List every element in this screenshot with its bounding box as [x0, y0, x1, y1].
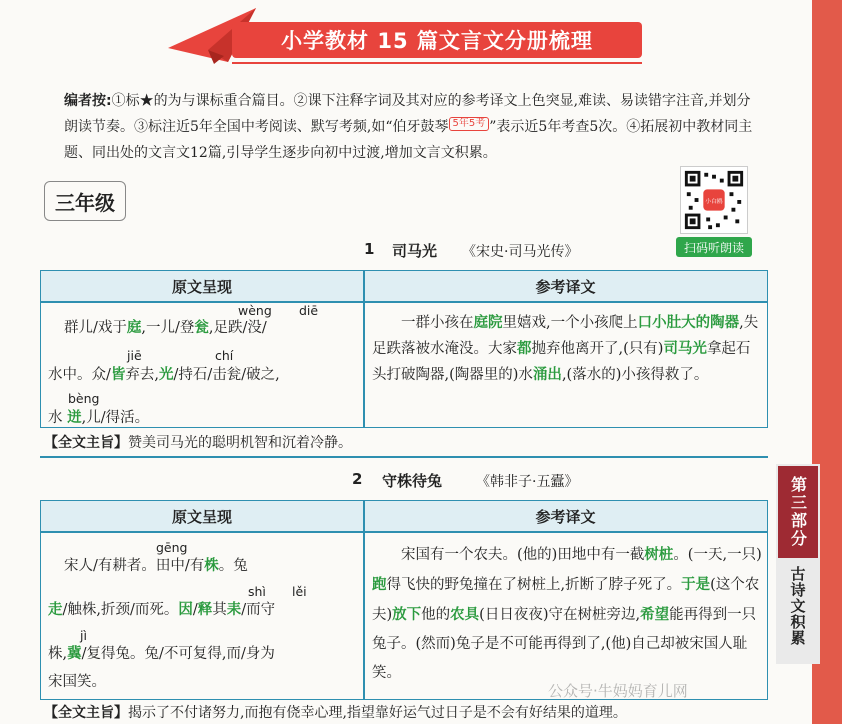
lesson1-source: 《宋史·司马光传》	[462, 244, 579, 260]
lesson2-translation: 宋国有一个农夫。(他的)田地中有一截树桩。(一天,一只)跑得飞快的野兔撞在了树桩上,折断了脖子死了。于是(这个农夫)放下他的农具(日日夜夜)守在树桩旁边,希望能再得到一只兔子。(然而)兔子是不可能再得到了,(他)自己却被宋国人耻笑。	[372, 546, 762, 681]
lesson2-number: 2	[352, 470, 363, 488]
editor-note-part2: ”表示近5年考查5次。④拓展初中教材同主题、同出处的文言文12篇,引导学生逐步向初中过渡,增加文言文积累。	[64, 119, 753, 161]
lesson2-summary: 【全文主旨】揭示了不付诸努力,而抱有侥幸心理,指望靠好运气过日子是不会有好结果的道理。	[44, 705, 627, 721]
lesson2-title: 守株待兔	[382, 472, 443, 490]
listen-button[interactable]: 扫码听朗读	[676, 237, 752, 257]
watermark: 公众号·牛妈妈育儿网	[548, 682, 688, 700]
lesson2-original-header: 原文呈现	[41, 501, 363, 531]
pinyin-chi: chí	[215, 348, 234, 363]
lesson1-translation-header: 参考译文	[364, 271, 767, 301]
section-tab[interactable]: 第三部分	[778, 466, 818, 558]
editor-note	[64, 88, 764, 166]
lesson1-number: 1	[364, 240, 375, 258]
qr-center-label: 小白鸥	[705, 198, 723, 205]
title-underline	[232, 62, 642, 64]
grade-label: 三年级	[44, 181, 126, 221]
section-label: 古诗文积累	[788, 566, 807, 646]
lesson2-orig-line2: 走/触株,折颈/而死。因/释其耒/而守	[48, 601, 276, 618]
editor-note-lead: 编者按:	[64, 93, 112, 109]
lesson1-original-header: 原文呈现	[41, 271, 363, 301]
lesson1-title: 司马光	[392, 242, 438, 260]
lesson2-orig-line3: 株,冀/复得兔。兔/不可复得,而/身为	[48, 645, 275, 662]
lesson2-source: 《韩非子·五蠹》	[476, 474, 579, 490]
pinyin-weng: wèng	[238, 303, 272, 318]
pinyin-lei: lěi	[292, 584, 307, 599]
divider	[363, 271, 365, 427]
qr-code-icon[interactable]	[680, 166, 748, 234]
frequency-badge: 5年5考	[449, 117, 490, 131]
lesson1-translation: 一群小孩在庭院里嬉戏,一个小孩爬上口小肚大的陶器,失足跌落被水淹没。大家都抛弃他离开了,(只有)司马光拿起石头打破陶器,(陶器里的)水涌出,(落水的)小孩得救了。	[372, 314, 759, 383]
lesson1-orig-line2: 水中。众/皆弃去,光/持石/击瓮/破之,	[48, 366, 280, 383]
lesson1-orig-line3: 水 迸,儿/得活。	[48, 409, 150, 426]
pinyin-ji: jì	[80, 628, 87, 643]
divider	[41, 301, 767, 303]
lesson1-summary: 【全文主旨】赞美司马光的聪明机智和沉着冷静。	[44, 435, 352, 451]
pinyin-shi: shì	[248, 584, 266, 599]
pinyin-geng: gēng	[156, 540, 188, 555]
divider	[40, 456, 768, 458]
divider	[41, 531, 767, 533]
page-title: 小学教材 15 篇文言文分册梳理	[232, 22, 642, 58]
lesson2-translation-header: 参考译文	[364, 501, 767, 531]
editor-note-part1: ①标★的为与课标重合篇目。②课下注释字词及其对应的参考译文上色突显,难读、易读错字注音,并划分朗读节奏。③标注近5年全国中考阅读、默写考频,如“伯牙鼓琴	[64, 93, 751, 135]
pinyin-die: diē	[299, 303, 319, 318]
divider	[363, 501, 365, 699]
pinyin-jie: jiē	[127, 348, 142, 363]
lesson2-orig-line1: 宋人/有耕者。田中/有株。兔	[64, 557, 248, 574]
lesson2-orig-line4: 宋国笑。	[48, 674, 106, 690]
lesson1-orig-line1: 群儿/戏于庭,一儿/登瓮,足跌/没/	[64, 319, 267, 336]
pinyin-beng: bèng	[68, 391, 100, 406]
